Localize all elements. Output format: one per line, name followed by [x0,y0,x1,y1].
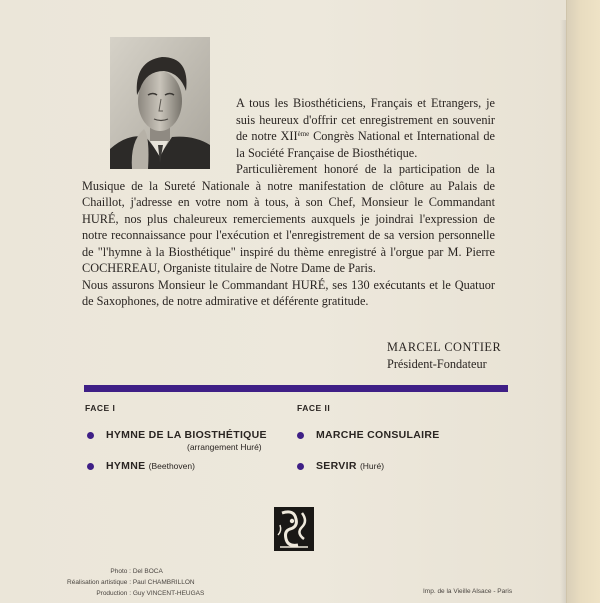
bullet-icon [297,432,304,439]
track-subtitle: (arrangement Huré) [187,442,262,452]
bullet-icon [297,463,304,470]
face-1-label: FACE I [85,403,116,413]
credit-photo: Photo : Del BOCA [110,568,163,575]
track-title: HYMNE [106,460,146,472]
credit-production: Production : Guy VINCENT-HEUGAS [96,590,205,597]
dedication-letter [82,95,495,310]
letter-paragraph-3: Nous assurons Monsieur le Commandant HURÉ, ses 130 exécutants et le Quatuor de Saxophones, de notre admirative et déférente gratitude. [82,277,495,308]
bullet-icon [87,432,94,439]
credits-block [67,566,204,599]
face-2-label: FACE II [297,403,331,413]
sleeve-spine [566,0,600,603]
signatory-title: Président-Fondateur [387,357,487,371]
divider-bar [84,385,508,392]
signature-block [387,339,501,373]
emblem-logo-icon [274,507,314,551]
credit-art: Réalisation artistique : Paul CHAMBRILLON [67,579,195,586]
track-composer: (Beethoven) [148,461,195,471]
track-composer: (Huré) [359,461,385,471]
printer-credit: Imp. de la Vieille Alsace - Paris [423,588,513,595]
signatory-name: MARCEL CONTIER [387,340,502,354]
bullet-icon [87,463,94,470]
track-title-wrap [316,460,384,472]
letter-paragraph-2: Particulièrement honoré de la participation de la Musique de la Sureté Nationale à notre manifestation de clôture au Palais de Chaillot, j'adresse en votre nom à tous, à son Chef, Monsieur le Commandant HURÉ, nos plus chaleureux remerciements auxquels je joindrai l'expression de notre reconnaissance pour l'exécution et l'enregistrement de sa version personnelle de "l'hymne à la Biosthétique" inspiré du thème enregistré à l'orgue par M. Pierre COCHEREAU, Organiste titulaire de Notre Dame de Paris. [82,162,495,275]
track-title: SERVIR [316,460,357,472]
track-title: MARCHE CONSULAIRE [316,429,440,441]
track-title: HYMNE DE LA BIOSTHÉTIQUE [106,429,267,441]
letter-paragraph-1: A tous les Biosthéticiens, Français et Etrangers, je suis heureux d'offrir cet enregistrement en souvenir de notre XIIème Congrès National et International de la Société Française de Biosthétique. [236,96,495,160]
track-title-wrap [106,460,195,472]
